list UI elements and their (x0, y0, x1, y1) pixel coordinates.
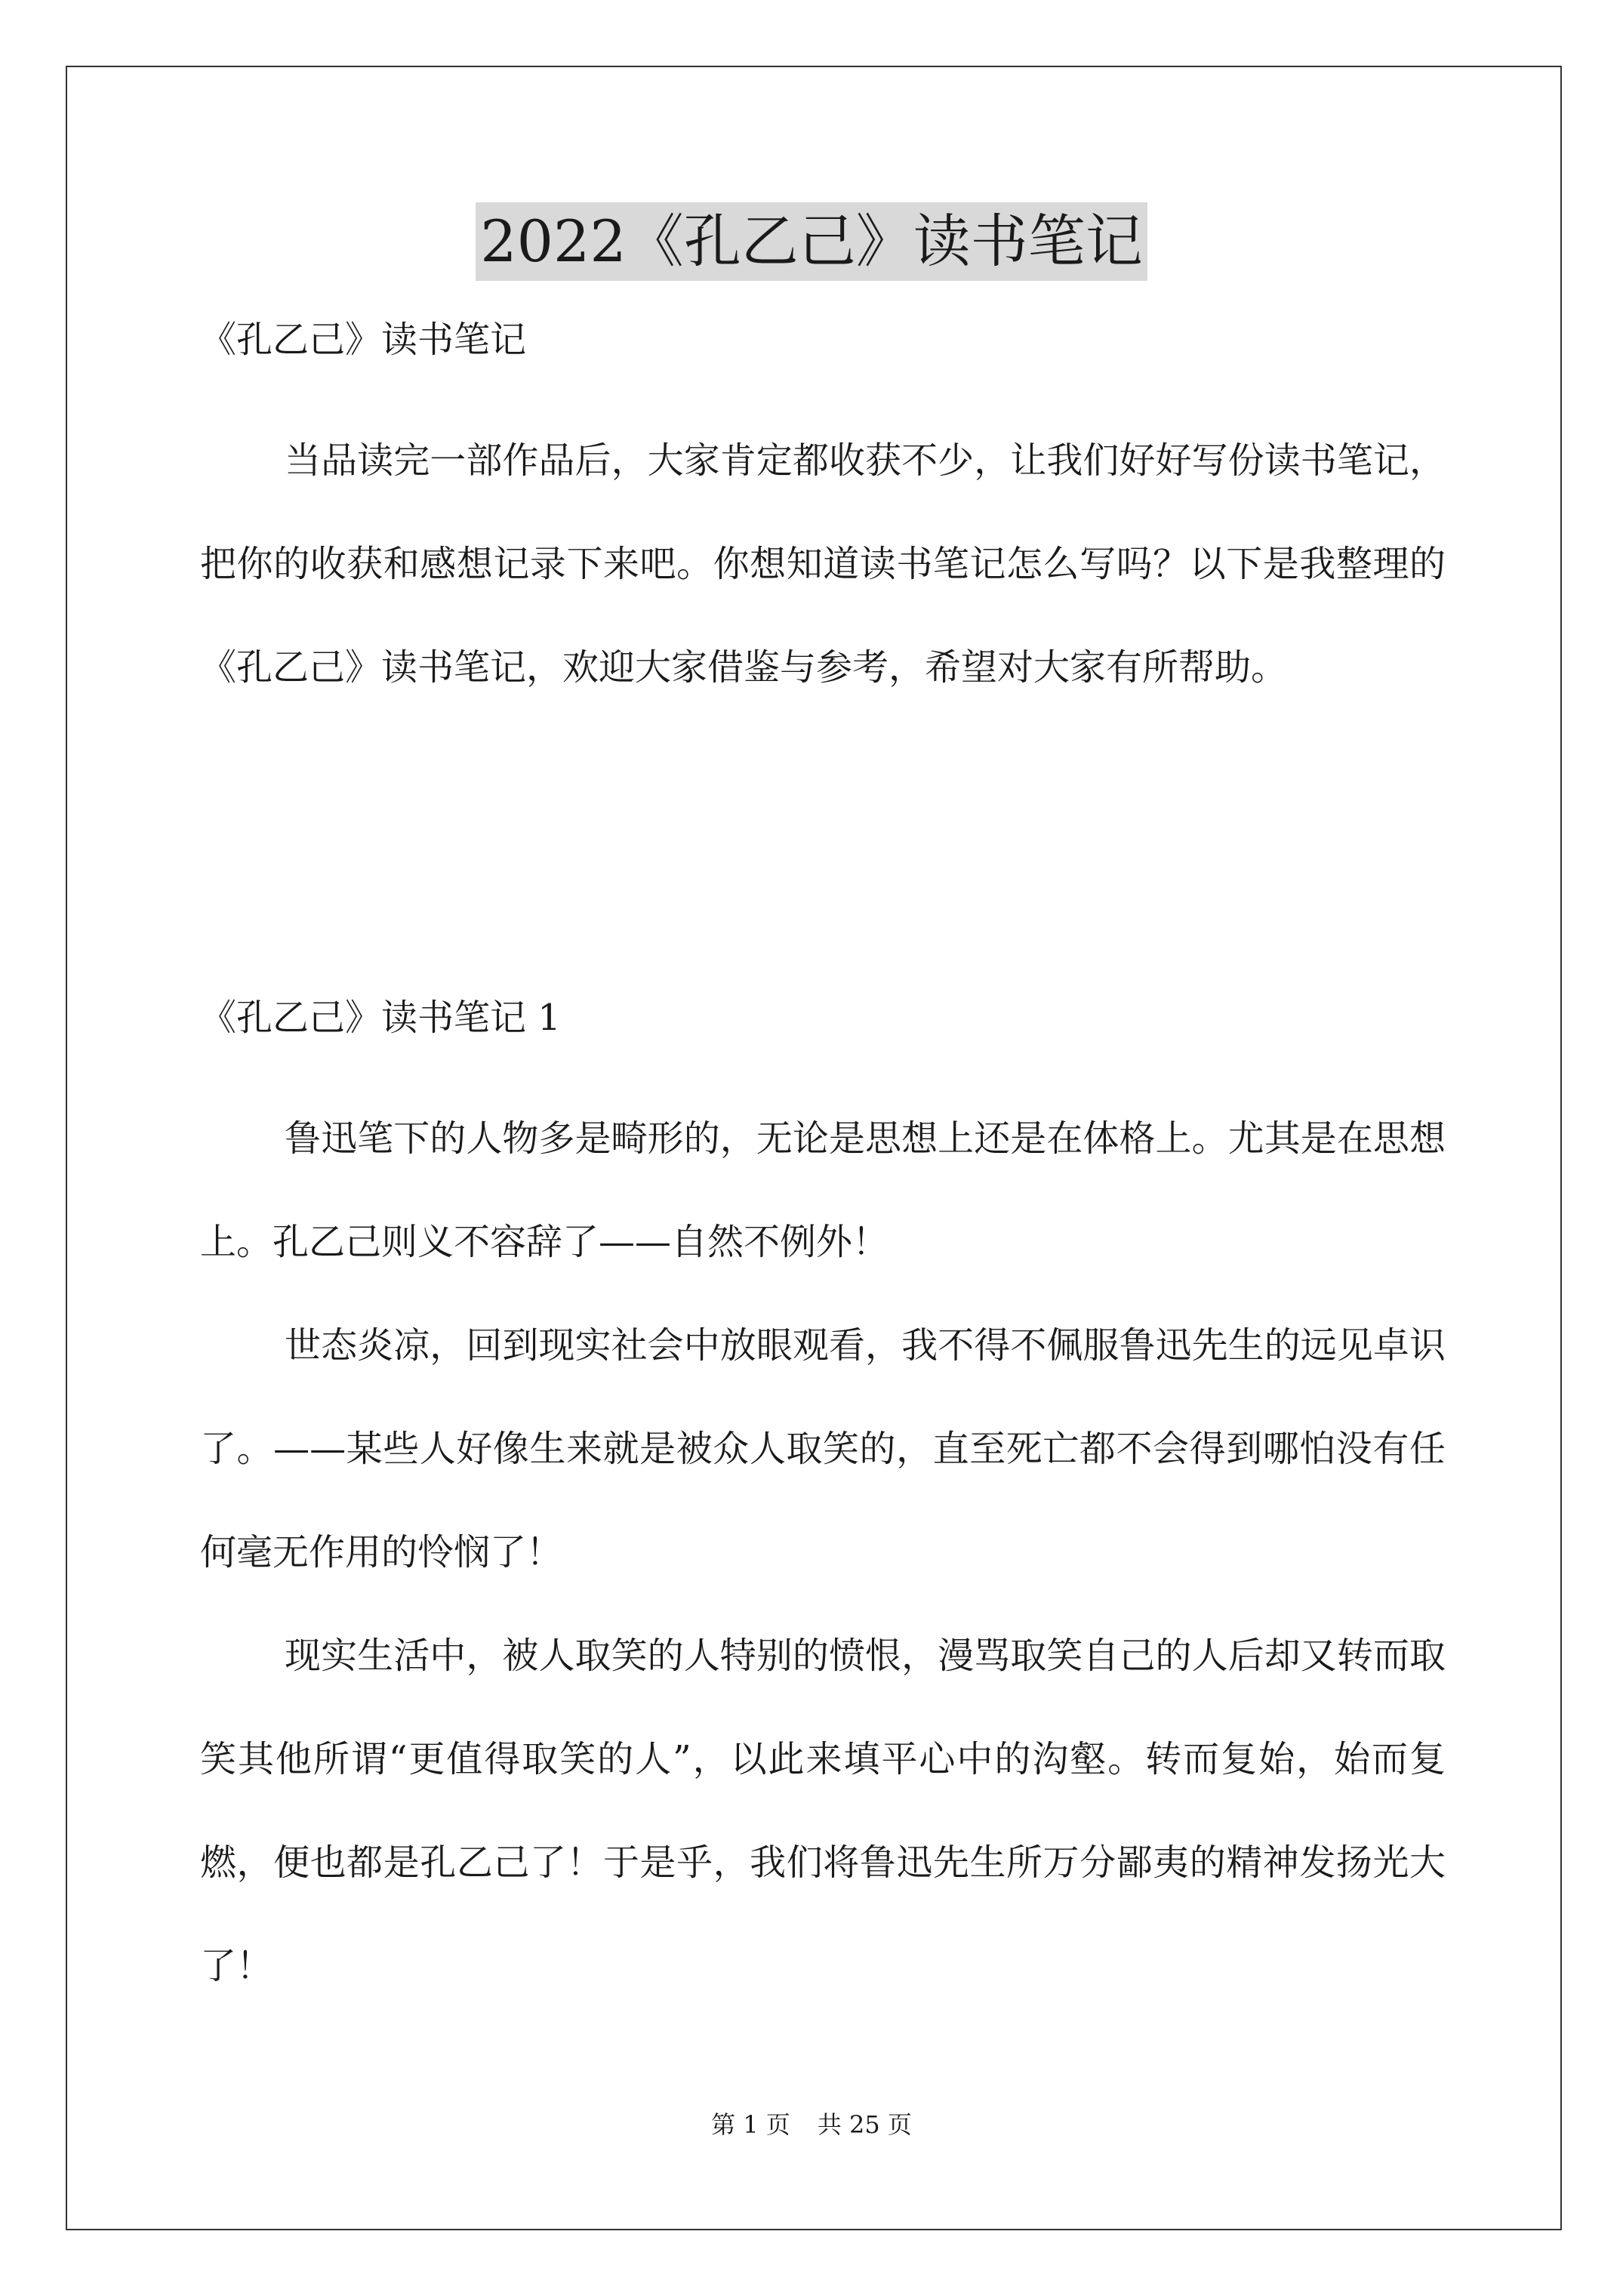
intro-heading: 《孔乙己》读书笔记 (200, 319, 527, 361)
section-heading: 《孔乙己》读书笔记 1 (200, 997, 561, 1039)
intro-paragraph: 当品读完一部作品后，大家肯定都收获不少，让我们好好写份读书笔记，把你的收获和感想记录下来吧。你想知道读书笔记怎么写吗？以下是我整理的《孔乙己》读书笔记，欢迎大家借鉴与参考，希望对大家有所帮助。 (200, 439, 1446, 689)
title-container (0, 202, 1623, 281)
page-footer (0, 2110, 1623, 2140)
document-title: 2022《孔乙己》读书笔记 (476, 202, 1147, 281)
body-paragraph: 鲁迅笔下的人物多是畸形的，无论是思想上还是在体格上。尤其是在思想上。孔乙己则义不容辞了——自然不例外！ (200, 1117, 1446, 1263)
body-paragraph: 世态炎凉，回到现实社会中放眼观看，我不得不佩服鲁迅先生的远见卓识了。——某些人好像生来就是被众人取笑的，直至死亡都不会得到哪怕没有任何毫无作用的怜悯了！ (200, 1324, 1446, 1573)
page-number: 第 1 页 (711, 2110, 790, 2139)
page-total: 共 25 页 (817, 2110, 912, 2139)
body-paragraph: 现实生活中，被人取笑的人特别的愤恨，漫骂取笑自己的人后却又转而取笑其他所谓“更值得取笑的人”，以此来填平心中的沟壑。转而复始，始而复燃，便也都是孔乙己了！于是乎，我们将鲁迅先生所万分鄙夷的精神发扬光大了！ (200, 1635, 1446, 1987)
document-body (200, 302, 1446, 2018)
